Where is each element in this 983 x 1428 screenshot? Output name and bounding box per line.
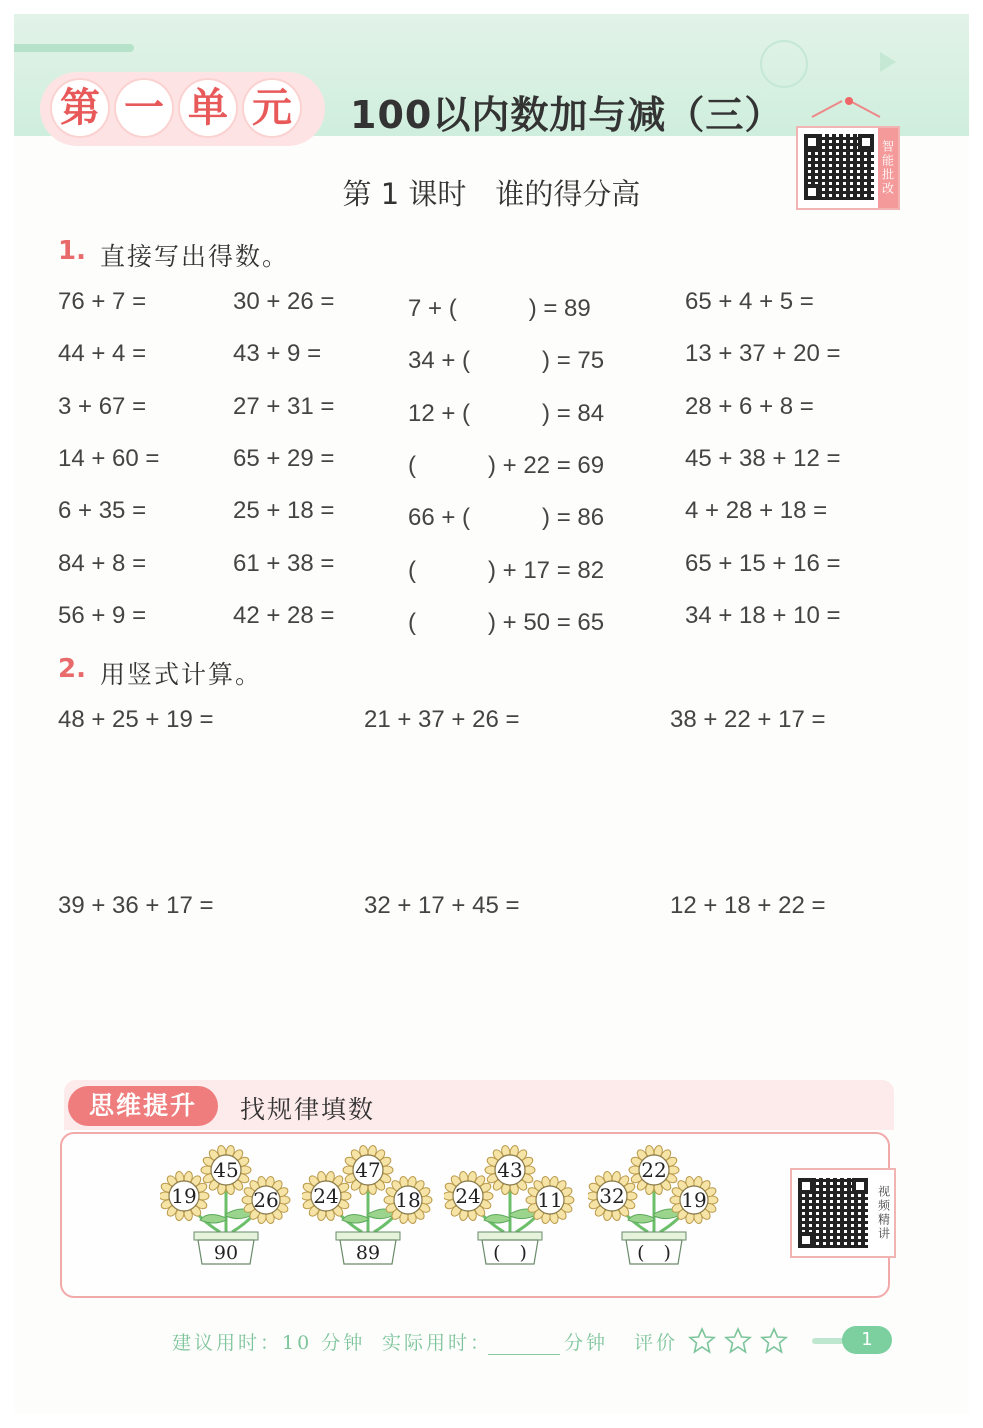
hanger-pin <box>845 97 853 105</box>
equation-r7-c3: ( ) + 50 = 65 <box>408 609 605 636</box>
thinking-subtitle: 找规律填数 <box>240 1095 376 1124</box>
equation-r3-c4: 28 + 6 + 8 = <box>685 393 814 420</box>
section2-instruction: 用竖式计算。 <box>100 660 263 689</box>
vertical-calc-r2-c3: 12 + 18 + 22 = <box>670 892 826 919</box>
decor-circle <box>760 40 808 88</box>
sunflower <box>384 1176 432 1225</box>
flower-number: 26 <box>253 1188 279 1212</box>
sunflower <box>629 1145 679 1196</box>
flower-number: 18 <box>395 1188 421 1212</box>
sunflower <box>242 1176 290 1225</box>
rating-stars[interactable] <box>688 1326 792 1356</box>
vertical-calc-r1-c3: 38 + 22 + 17 = <box>670 706 826 733</box>
equation-r4-c2: 65 + 29 = <box>233 445 335 472</box>
equation-r3-c1: 3 + 67 = <box>58 393 147 420</box>
qr-code-video[interactable] <box>790 1168 896 1258</box>
equation-r6-c3: ( ) + 17 = 82 <box>408 557 605 584</box>
equation-r5-c1: 6 + 35 = <box>58 497 147 524</box>
rating-label: 评价 <box>634 1332 679 1354</box>
unit-title: 100以内数加与减（三） <box>350 93 784 137</box>
pot-number: ( ) <box>493 1242 527 1264</box>
equation-r7-c2: 42 + 28 = <box>233 602 335 629</box>
flower-number: 24 <box>455 1184 481 1208</box>
star-icon <box>726 1329 750 1352</box>
equation-r2-c1: 44 + 4 = <box>58 340 147 367</box>
sunflower <box>444 1171 493 1222</box>
page-number: 1 <box>842 1326 892 1354</box>
flower-pot-2 <box>302 1140 434 1270</box>
pot-number: 89 <box>355 1242 381 1264</box>
flower-pot-1 <box>160 1140 292 1270</box>
flower-number: 43 <box>497 1158 523 1182</box>
vertical-calc-r2-c2: 32 + 17 + 45 = <box>364 892 520 919</box>
equation-r7-c1: 56 + 9 = <box>58 602 147 629</box>
flower-number: 32 <box>599 1184 625 1208</box>
equation-r5-c3: 66 + ( ) = 86 <box>408 504 605 531</box>
vertical-calc-r1-c2: 21 + 37 + 26 = <box>364 706 520 733</box>
equation-r5-c2: 25 + 18 = <box>233 497 335 524</box>
qr-finder <box>852 1178 868 1194</box>
flower-number: 47 <box>355 1158 381 1182</box>
lesson-title: 第 1 课时 谁的得分高 <box>342 177 641 211</box>
qr-finder <box>804 134 820 150</box>
qr-side-label: 智能批改 <box>878 128 898 208</box>
star-icon <box>762 1329 786 1352</box>
section2-number: 2. <box>58 654 86 684</box>
pot-number: ( ) <box>637 1242 671 1264</box>
decor-triangle <box>880 52 896 72</box>
unit-char-1: 第 <box>52 80 108 136</box>
equation-r4-c3: ( ) + 22 = 69 <box>408 452 605 479</box>
equation-r1-c1: 76 + 7 = <box>58 288 147 315</box>
flower-number: 19 <box>681 1188 707 1212</box>
flower-pot-4 <box>588 1140 720 1270</box>
flower-number: 11 <box>537 1188 563 1212</box>
equation-r3-c2: 27 + 31 = <box>233 393 335 420</box>
equation-r2-c2: 43 + 9 = <box>233 340 322 367</box>
qr-finder <box>858 134 874 150</box>
equation-r4-c4: 45 + 38 + 12 = <box>685 445 841 472</box>
sunflower <box>670 1176 718 1225</box>
equation-r6-c1: 84 + 8 = <box>58 550 147 577</box>
star-icon <box>690 1329 714 1352</box>
equation-r5-c4: 4 + 28 + 18 = <box>685 497 828 524</box>
equation-r3-c3: 12 + ( ) = 84 <box>408 400 605 427</box>
unit-char-2: 一 <box>116 80 172 136</box>
equation-r7-c4: 34 + 18 + 10 = <box>685 602 841 629</box>
pot-number: 90 <box>213 1242 239 1264</box>
sunflower <box>588 1171 637 1222</box>
equation-r1-c2: 30 + 26 = <box>233 288 335 315</box>
sunflower <box>201 1145 251 1196</box>
flower-number: 24 <box>313 1184 339 1208</box>
unit-char-4: 元 <box>244 80 300 136</box>
flower-number: 45 <box>213 1158 239 1182</box>
equation-r6-c2: 61 + 38 = <box>233 550 335 577</box>
section1-instruction: 直接写出得数。 <box>100 242 290 271</box>
minute-label: 分钟 <box>564 1332 609 1354</box>
equation-r1-c3: 7 + ( ) = 89 <box>408 295 591 322</box>
suggested-time: 建议用时：10 分钟 <box>172 1332 366 1354</box>
sunflower <box>485 1145 535 1196</box>
sunflower <box>160 1171 209 1222</box>
equation-r2-c3: 34 + ( ) = 75 <box>408 347 605 374</box>
header-strip <box>14 44 134 52</box>
equation-r2-c4: 13 + 37 + 20 = <box>685 340 841 367</box>
unit-char-3: 单 <box>180 80 236 136</box>
qr-video-label: 视频精讲 <box>874 1170 894 1256</box>
qr-finder <box>798 1232 814 1248</box>
actual-time-label: 实际用时： <box>382 1332 493 1354</box>
actual-time-blank[interactable] <box>488 1354 560 1355</box>
flower-number: 22 <box>641 1158 667 1182</box>
equation-r6-c4: 65 + 15 + 16 = <box>685 550 841 577</box>
vertical-calc-r2-c1: 39 + 36 + 17 = <box>58 892 214 919</box>
qr-finder <box>798 1178 814 1194</box>
sunflower <box>302 1171 351 1222</box>
thinking-tag: 思维提升 <box>68 1086 218 1126</box>
equation-r1-c4: 65 + 4 + 5 = <box>685 288 814 315</box>
sunflower <box>526 1176 574 1225</box>
vertical-calc-r1-c1: 48 + 25 + 19 = <box>58 706 214 733</box>
section1-number: 1. <box>58 236 86 266</box>
flower-number: 19 <box>171 1184 197 1208</box>
flower-pot-3 <box>444 1140 576 1270</box>
sunflower <box>343 1145 393 1196</box>
equation-r4-c1: 14 + 60 = <box>58 445 160 472</box>
